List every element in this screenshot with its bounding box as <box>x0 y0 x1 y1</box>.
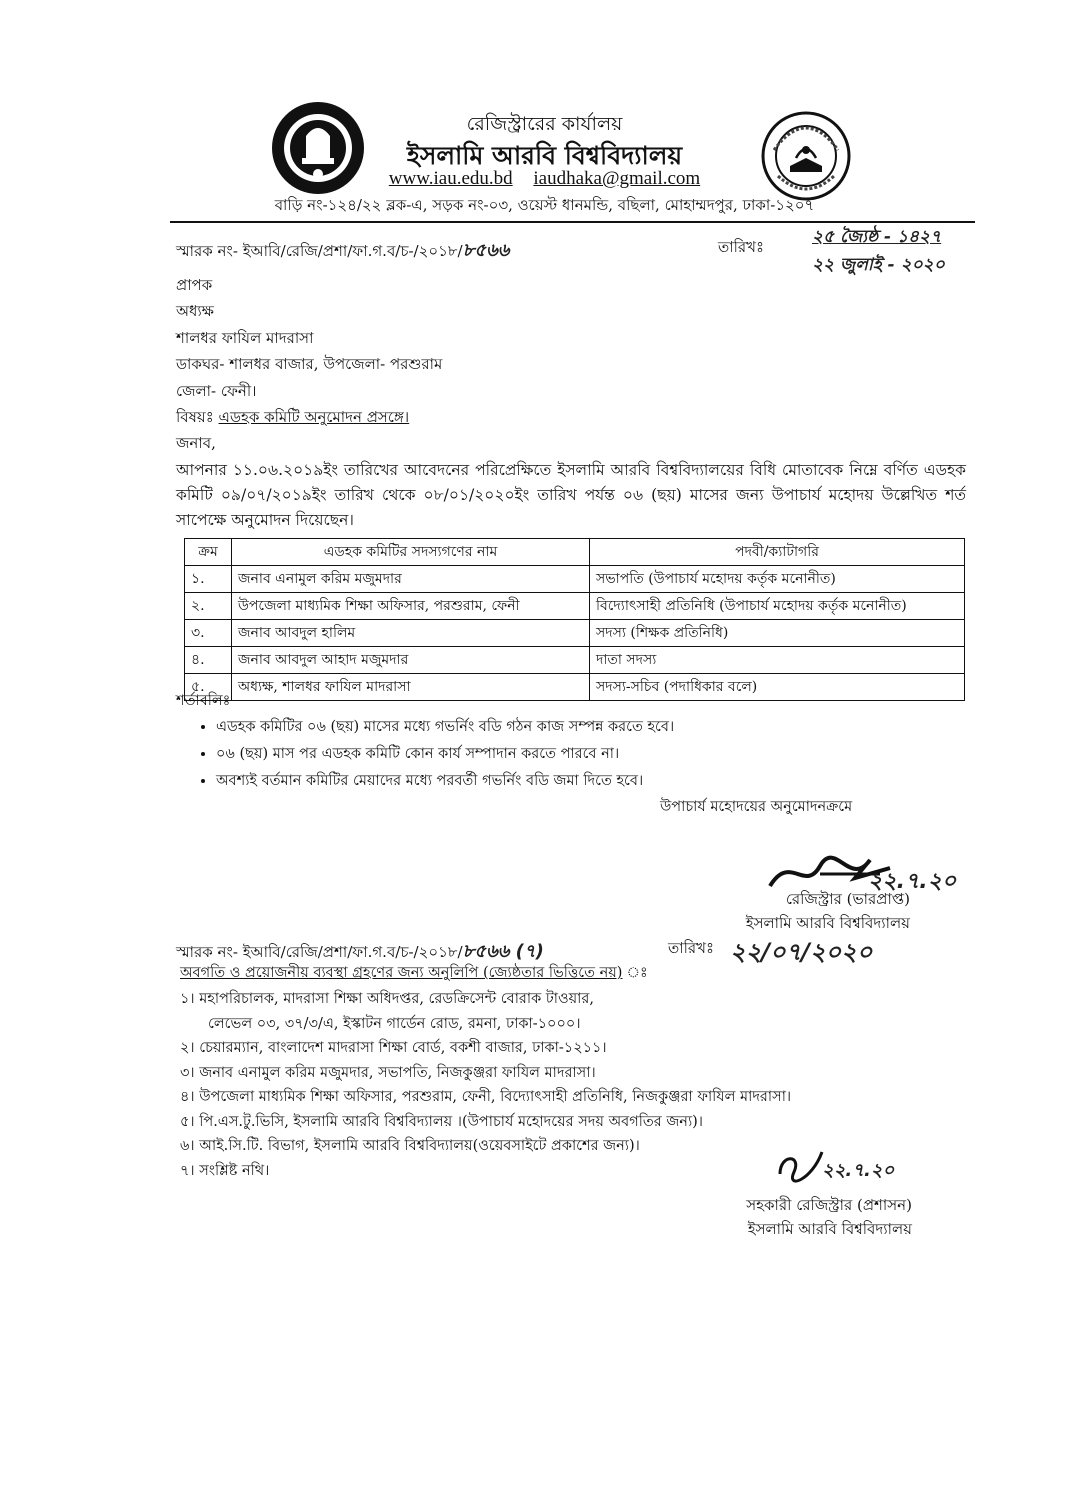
list-item: ২। চেয়ারম্যান, বাংলাদেশ মাদরাসা শিক্ষা বোর্ড, বকশী বাজার, ঢাকা-১২১১। <box>180 1040 607 1056</box>
serial-cell: ২. <box>185 593 232 620</box>
memo-ref-label: স্মারক নং- ইআবি/রেজি/প্রশা/ফা.গ.ব/চ-/২০১৮/ <box>176 242 463 260</box>
address-line: বাড়ি নং-১২৪/২২ ব্লক-এ, সড়ক নং-০৩, ওয়েস্ট ধানমন্ডি, বছিলা, মোহাম্মদপুর, ঢাকা-১২০৭ <box>274 196 815 214</box>
role-cell: সদস্য (শিক্ষক প্রতিনিধি) <box>590 620 965 647</box>
memo-date-english: ২২ জুলাই - ২০২০ <box>812 255 945 275</box>
role-cell: সদস্য-সচিব (পদাধিকার বলে) <box>590 674 965 701</box>
copy-to-heading-text: অবগতি ও প্রয়োজনীয় ব্যবস্থা গ্রহণের জন্য অনুলিপি (জ্যেষ্ঠতার ভিত্তিতে নয়) <box>180 965 623 981</box>
condition-item: • ০৬ (ছয়) মাস পর এডহক কমিটি কোন কার্য সম্পাদান করতে পারবে না। <box>216 741 674 768</box>
list-item: ৭। সংশ্লিষ্ট নথি। <box>180 1162 270 1179</box>
table-row <box>185 674 965 701</box>
website-link[interactable]: www.iau.edu.bd <box>388 168 513 189</box>
copy-to-heading <box>180 962 648 986</box>
memo-date-bangla: ২৫ জ্যৈষ্ঠ - ১৪২৭ <box>812 227 942 247</box>
table-row <box>185 620 965 647</box>
recipient-line: জেলা- ফেনী। <box>176 382 257 400</box>
list-item: ৪। উপজেলা মাধ্যমিক শিক্ষা অফিসার, পরশুরাম, ফেনী, বিদ্যোৎসাহী প্রতিনিধি, নিজকুঞ্জরা ফাযিল মাদরাসা। <box>180 1089 792 1105</box>
name-cell: জনাব আবদুল হালিম <box>232 620 590 647</box>
name-cell: উপজেলা মাধ্যমিক শিক্ষা অফিসার, পরশুরাম, ফেনী <box>232 593 590 620</box>
email-link[interactable]: iaudhaka@gmail.com <box>533 168 701 189</box>
contact-line <box>0 168 1089 190</box>
signature-1-date: ২২.৭.২০ <box>868 869 957 894</box>
copy-ref-number: ৮৫৬৬ (৭) <box>462 941 544 962</box>
signature-2-title: সহকারী রেজিস্ট্রার (প্রশাসন) <box>746 1196 912 1214</box>
list-item: ৫। পি.এস.টু.ভিসি, ইসলামি আরবি বিশ্ববিদ্যালয় ।(উপাচার্য মহোদয়ের সদয় অবগতির জন্য)। <box>180 1113 703 1130</box>
table-row <box>185 647 965 674</box>
copy-ref-label: স্মারক নং- ইআবি/রেজি/প্রশা/ফা.গ.ব/চ-/২০১৮/ <box>176 943 463 961</box>
conditions-list <box>198 714 674 795</box>
copy-date-label: তারিখঃ <box>668 939 714 957</box>
copy-to-heading-suffix: ঃ <box>622 965 648 981</box>
serial-cell: ১. <box>185 566 232 593</box>
column-header: ক্রম <box>185 539 232 566</box>
list-item: ৬। আই.সি.টি. বিভাগ, ইসলামি আরবি বিশ্ববিদ্যালয়(ওয়েবসাইটে প্রকাশের জন্য)। <box>180 1138 640 1154</box>
recipient-line: শালধর ফাযিল মাদরাসা <box>176 329 314 347</box>
role-cell: বিদ্যোৎসাহী প্রতিনিধি (উপাচার্য মহোদয় কর্তৃক মনোনীত) <box>590 593 965 620</box>
condition-item: • এডহক কমিটির ০৬ (ছয়) মাসের মধ্যে গভর্নিং বডি গঠন কাজ সম্পন্ন করতে হবে। <box>216 714 674 741</box>
role-cell: সভাপতি (উপাচার্য মহোদয় কর্তৃক মনোনীত) <box>590 566 965 593</box>
recipient-label: প্রাপক <box>176 276 213 294</box>
name-cell: জনাব এনামুল করিম মজুমদার <box>232 566 590 593</box>
committee-table <box>184 538 965 701</box>
salutation: জনাব, <box>176 434 216 452</box>
university-name: ইসলামি আরবি বিশ্ববিদ্যালয় <box>406 141 683 170</box>
office-title: রেজিস্ট্রারের কার্যালয় <box>466 113 623 135</box>
copy-date: ২২/০৭/২০২০ <box>730 938 873 966</box>
memo-ref <box>176 236 509 267</box>
role-cell: দাতা সদস্য <box>590 647 965 674</box>
name-cell: জনাব আবদুল আহাদ মজুমদার <box>232 647 590 674</box>
copy-to-list <box>180 987 791 1183</box>
list-item: ১। মহাপরিচালক, মাদরাসা শিক্ষা অধিদপ্তর, রেডক্রিসেন্ট বোরাক টাওয়ার, <box>180 991 594 1007</box>
header-divider <box>170 221 975 223</box>
name-cell: অধ্যক্ষ, শালধর ফাযিল মাদরাসা <box>232 674 590 701</box>
body-paragraph: আপনার ১১.০৬.২০১৯ইং তারিখের আবেদনের পরিপ্রেক্ষিতে ইসলামি আরবি বিশ্ববিদ্যালয়ের বিধি মোতাবেক নিম্নে বর্ণিত এডহক কমিটি ০৯/০৭/২০১৯ইং তারিখ থেকে ০৮/০১/২০২০ইং তারিখ পর্যন্ত ০৬ (ছয়) মাসের জন্য উপাচার্য মহোদয় উল্লেখিত শর্ত সাপেক্ষে অনুমোদন দিয়েছেন। <box>176 461 966 529</box>
condition-item: • অবশ্যই বর্তমান কমিটির মেয়াদের মধ্যে পরবর্তী গভর্নিং বডি জমা দিতে হবে। <box>216 768 674 795</box>
serial-cell: ৩. <box>185 620 232 647</box>
signature-1-org: ইসলামি আরবি বিশ্ববিদ্যালয় <box>745 914 910 932</box>
subject-text: এডহক কমিটি অনুমোদন প্রসঙ্গে। <box>218 408 410 426</box>
list-item: লেভেল ০৩, ৩৭/৩/এ, ইস্কাটন গার্ডেন রোড, রমনা, ঢাকা-১০০০। <box>208 1015 581 1032</box>
list-item: ৩। জনাব এনামুল করিম মজুমদার, সভাপতি, নিজকুঞ্জরা ফাযিল মাদরাসা। <box>180 1064 596 1081</box>
approval-note: উপাচার্য মহোদয়ের অনুমোদনক্রমে <box>660 799 853 815</box>
subject-line <box>176 406 409 431</box>
conditions-label: শর্তাবলিঃ <box>176 693 231 709</box>
serial-cell: ৪. <box>185 647 232 674</box>
signature-1-title: রেজিস্ট্রার (ভারপ্রাপ্ত) <box>785 890 910 908</box>
column-header: এডহক কমিটির সদস্যগণের নাম <box>232 539 590 566</box>
table-header-row <box>185 539 965 566</box>
recipient-line: ডাকঘর- শালধর বাজার, উপজেলা- পরশুরাম <box>176 355 443 373</box>
table-row <box>185 593 965 620</box>
signature-2-org: ইসলামি আরবি বিশ্ববিদ্যালয় <box>747 1220 912 1238</box>
serial-cell: ৫. <box>185 674 232 701</box>
subject-label: বিষয়ঃ <box>176 408 214 426</box>
table-row <box>185 566 965 593</box>
memo-date-label: তারিখঃ <box>718 238 764 256</box>
column-header: পদবী/ক্যাটাগরি <box>590 539 965 566</box>
memo-ref-number: ৮৫৬৬ <box>462 240 510 261</box>
signature-2-date: ২২.৭.২০ <box>822 1160 895 1181</box>
recipient-line: অধ্যক্ষ <box>176 302 214 320</box>
